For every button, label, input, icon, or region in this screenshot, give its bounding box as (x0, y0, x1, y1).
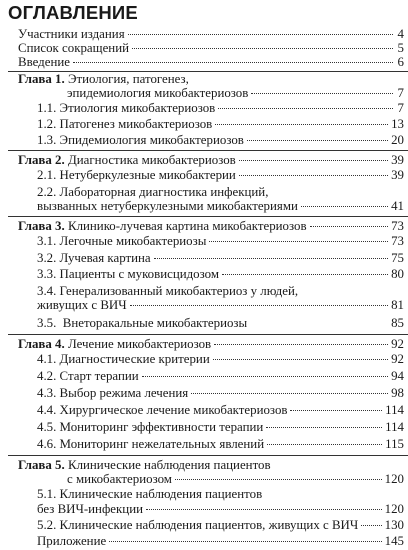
toc-entry-2-2-line1: 2.2. Лабораторная диагностика инфекций, (37, 185, 269, 199)
toc-entry-5-2[interactable]: 5.2. Клинические наблюдения пациентов, живущих с ВИЧ 130 (37, 518, 404, 532)
toc-entry-4-1[interactable]: 4.1. Диагностические критерии 92 (37, 352, 404, 366)
toc-entry-4-6[interactable]: 4.6. Мониторинг нежелательных явлений 115 (37, 437, 404, 451)
toc-entry-2-1[interactable]: 2.1. Нетуберкулезные микобактерии 39 (37, 168, 404, 182)
toc-entry-chapter-1[interactable]: эпидемиология микобактериозов 7 (67, 86, 404, 100)
toc-entry-3-4[interactable]: живущих с ВИЧ 81 (37, 298, 404, 312)
toc-entry-1-1[interactable]: 1.1. Этиология микобактериозов 7 (37, 101, 404, 115)
toc-entry-3-3[interactable]: 3.3. Пациенты с муковисцидозом 80 (37, 267, 404, 281)
page-title: ОГЛАВЛЕНИЕ (8, 2, 138, 23)
toc-entry-chapter-3[interactable]: Глава 3. Клинико-лучевая картина микобактериозов 73 (18, 219, 404, 233)
toc-entry-1-2[interactable]: 1.2. Патогенез микобактериозов 13 (37, 117, 404, 131)
toc-entry-front-3[interactable]: Введение 6 (18, 55, 404, 69)
section-divider (8, 150, 408, 151)
toc-entry-2-2[interactable]: вызванных нетуберкулезными микобактериями 41 (37, 199, 404, 213)
toc-entry-3-1[interactable]: 3.1. Легочные микобактериозы 73 (37, 234, 404, 248)
section-divider (8, 216, 408, 217)
toc-entry-1-3[interactable]: 1.3. Эпидемиология микобактериозов 20 (37, 133, 404, 147)
toc-entry-5-1[interactable]: без ВИЧ-инфекции 120 (37, 502, 404, 516)
toc-entry-chapter-2[interactable]: Глава 2. Диагностика микобактериозов 39 (18, 153, 404, 167)
chapter-1-heading: Глава 1. Этиология, патогенез, (18, 72, 189, 86)
toc-entry-3-5[interactable]: 3.5. Внеторакальные микобактериозы 85 (37, 316, 404, 330)
toc-entry-chapter-4[interactable]: Глава 4. Лечение микобактериозов 92 (18, 337, 404, 351)
toc-entry-3-4-line1: 3.4. Генерализованный микобактериоз у людей, (37, 284, 299, 298)
section-divider (8, 334, 408, 335)
toc-entry-4-2[interactable]: 4.2. Старт терапии 94 (37, 369, 404, 383)
toc-entry-front-1[interactable]: Участники издания 4 (18, 27, 404, 41)
toc-entry-3-2[interactable]: 3.2. Лучевая картина 75 (37, 251, 404, 265)
toc-entry-chapter-5[interactable]: с микобактериозом 120 (67, 472, 404, 486)
toc-entry-front-2[interactable]: Список сокращений 5 (18, 41, 404, 55)
toc-entry-appendix[interactable]: Приложение 145 (37, 534, 404, 548)
section-divider (8, 455, 408, 456)
chapter-5-heading: Глава 5. Клинические наблюдения пациентов (18, 458, 271, 472)
toc-entry-4-4[interactable]: 4.4. Хирургическое лечение микобактериозов 114 (37, 403, 404, 417)
toc-entry-4-5[interactable]: 4.5. Мониторинг эффективности терапии 114 (37, 420, 404, 434)
toc-entry-4-3[interactable]: 4.3. Выбор режима лечения 98 (37, 386, 404, 400)
toc-entry-5-1-line1: 5.1. Клинические наблюдения пациентов (37, 487, 263, 501)
